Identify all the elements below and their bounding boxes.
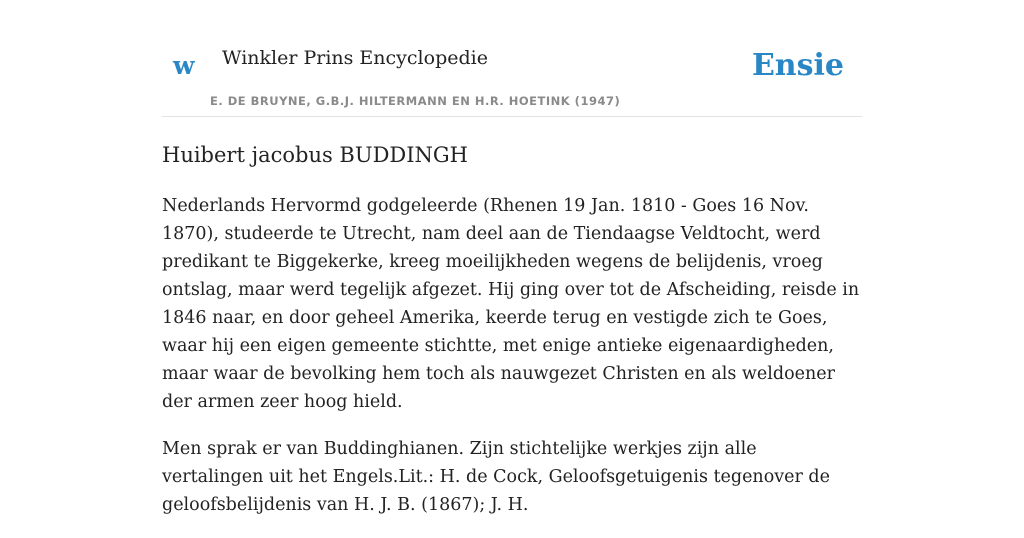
book-title[interactable]: Winkler Prins Encyclopedie bbox=[222, 47, 488, 69]
article-title: Huibert jacobus BUDDINGH bbox=[162, 143, 468, 167]
book-authors: E. DE BRUYNE, G.B.J. HILTERMANN EN H.R. HOETINK (1947) bbox=[210, 94, 621, 108]
article-paragraph: Nederlands Hervormd godgeleerde (Rhenen 19 Jan. 1810 - Goes 16 Nov. 1870), studeerde te Utrecht, nam deel aan de Tiendaagse Veldtocht, werd predikant te Biggekerke, kreeg moeilijkheden wegens de belijdenis, vroeg ontslag, maar werd tegelijk afgezet. Hij ging over tot de Afscheiding, reisde in 1846 naar, en door geheel Amerika, keerde terug en vestigde zich te Goes, waar hij een eigen gemeente stichtte, met enige antieke eigenaardigheden, maar waar de bevolking hem toch als nauwgezet Christen en als weldoener der armen zeer hoog hield. bbox=[162, 196, 860, 412]
ensie-logo-link[interactable]: Ensie bbox=[751, 48, 844, 83]
article-paragraph: Men sprak er van Buddinghianen. Zijn stichtelijke werkjes zijn alle vertalingen uit het Engels.Lit.: H. de Cock, Geloofsgetuigenis tegenover de geloofsbelijdenis van H. J. B. (1867); J. H. bbox=[162, 439, 830, 515]
article bbox=[162, 140, 862, 538]
encyclopedia-header bbox=[162, 0, 862, 117]
winkler-prins-logo[interactable]: w bbox=[173, 51, 195, 80]
article-body bbox=[162, 192, 862, 519]
